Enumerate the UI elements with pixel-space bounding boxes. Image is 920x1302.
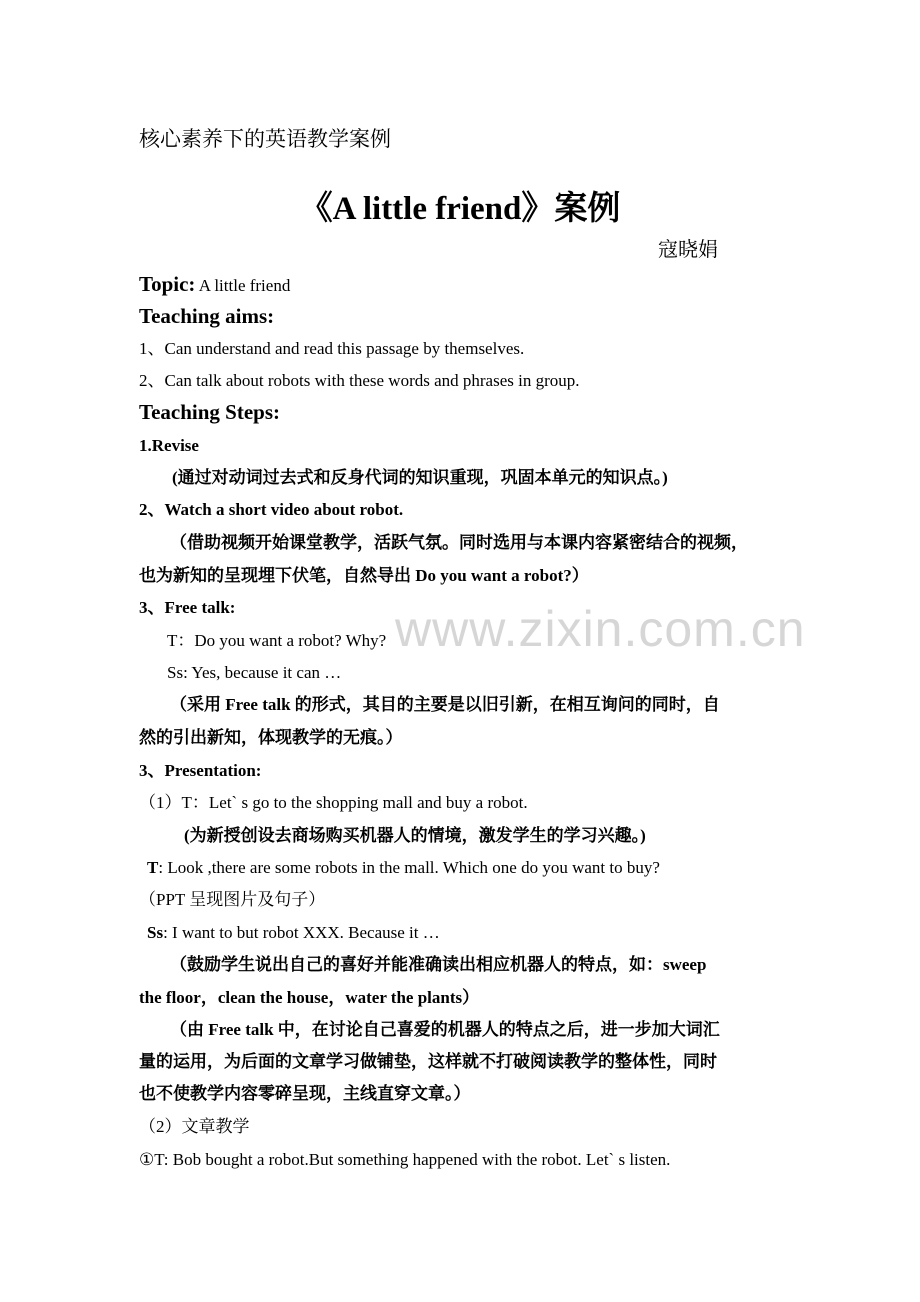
students-text: : I want to but robot XXX. Because it … <box>163 923 440 942</box>
freetalk-teacher-line: T：Do you want a robot? Why? <box>167 631 387 650</box>
students-label: Ss <box>147 923 164 942</box>
watch-note-line: 也为新知的呈现埋下伏笔，自然导出 Do you want a robot?） <box>139 566 589 585</box>
topic-value: A little friend <box>198 276 291 295</box>
watch-heading: 2、Watch a short video about robot. <box>139 500 404 519</box>
aim-item: 1、Can understand and read this passage by themselves. <box>139 339 525 358</box>
teacher-label: T <box>147 858 159 877</box>
encourage-note-line: the floor，clean the house，water the plants） <box>139 988 480 1007</box>
vocab-note-line: 量的运用，为后面的文章学习做铺垫，这样就不打破阅读教学的整体性，同时 <box>139 1052 717 1071</box>
watch-note-line: （借助视频开始课堂教学，活跃气氛。同时选用与本课内容紧密结合的视频， <box>170 533 748 552</box>
presentation-part2: （2）文章教学 <box>139 1117 250 1136</box>
steps-heading: Teaching Steps: <box>139 400 281 424</box>
presentation-students-line <box>147 921 440 945</box>
freetalk-students-line: Ss: Yes, because it can … <box>167 663 342 682</box>
freetalk-heading: 3、Free talk: <box>139 598 236 617</box>
presentation-heading: 3、Presentation: <box>139 761 262 780</box>
aims-heading: Teaching aims: <box>139 304 275 328</box>
document-title: 《A little friend》案例 <box>299 191 621 227</box>
author-name: 寇晓娟 <box>658 239 718 261</box>
vocab-note-line: （由 Free talk 中，在讨论自己喜爱的机器人的特点之后，进一步加大词汇 <box>170 1020 720 1039</box>
revise-note: (通过对动词过去式和反身代词的知识重现，巩固本单元的知识点。) <box>172 468 668 487</box>
presentation-teacher-line <box>147 856 660 880</box>
presentation-part1: （1）T：Let` s go to the shopping mall and buy a robot. <box>139 793 528 812</box>
revise-heading: 1.Revise <box>139 436 199 455</box>
freetalk-note-line: （采用 Free talk 的形式，其目的主要是以旧引新，在相互询问的同时，自 <box>170 695 720 714</box>
ppt-note: （PPT 呈现图片及句子） <box>139 890 326 909</box>
presentation-part1-note: (为新授创设去商场购买机器人的情境，激发学生的学习兴趣。) <box>184 826 646 845</box>
aim-item: 2、Can talk about robots with these words and phrases in group. <box>139 371 580 390</box>
vocab-note-line: 也不使教学内容零碎呈现，主线直穿文章。） <box>139 1084 471 1103</box>
topic-line <box>139 270 290 300</box>
presentation-part2-line: ①T: Bob bought a robot.But something happened with the robot. Let` s listen. <box>139 1150 671 1169</box>
teacher-text: : Look ,there are some robots in the mall. Which one do you want to buy? <box>158 858 660 877</box>
encourage-note-line: （鼓励学生说出自己的喜好并能准确读出相应机器人的特点，如：sweep <box>170 955 707 974</box>
freetalk-note-line: 然的引出新知，体现教学的无痕。） <box>139 728 403 747</box>
watermark: www.zixin.com.cn <box>395 601 806 657</box>
topic-label: Topic: <box>139 272 196 296</box>
document-subtitle: 核心素养下的英语教学案例 <box>139 128 391 151</box>
